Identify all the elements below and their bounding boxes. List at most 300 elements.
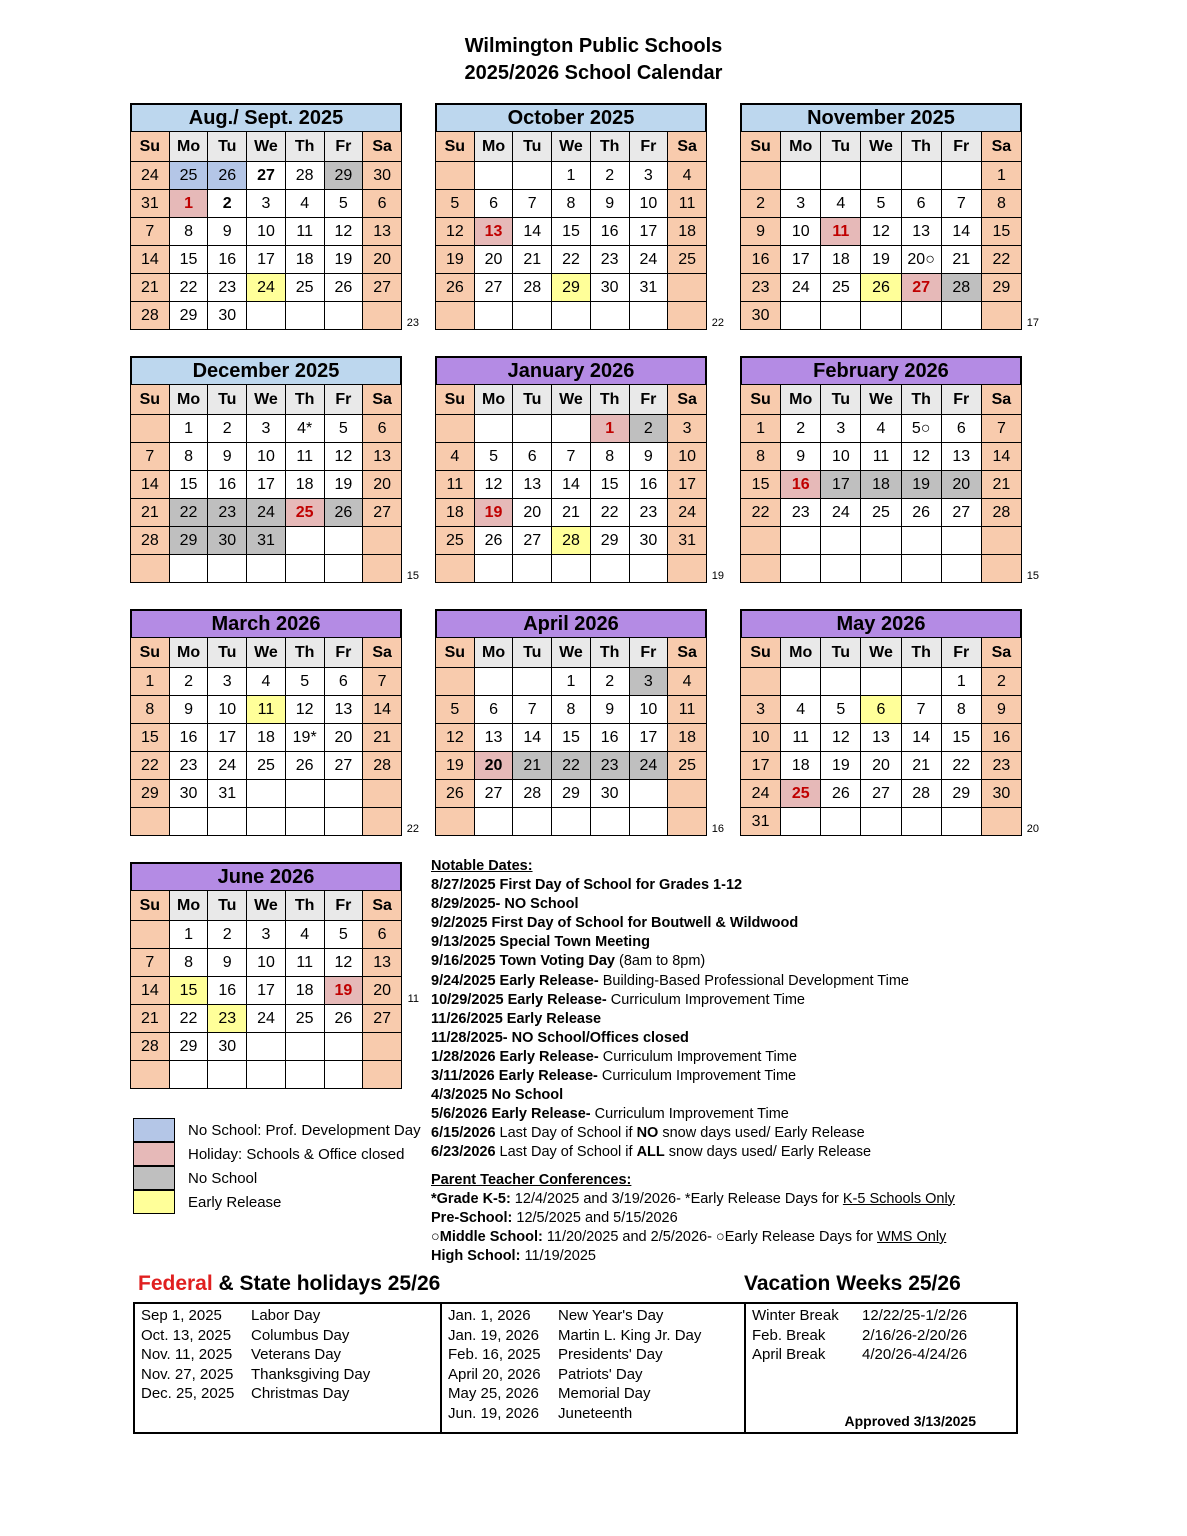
holiday-row-label: April 20, 2026 bbox=[448, 1365, 541, 1383]
day-cell: 4 bbox=[861, 415, 901, 443]
day-cell: 30 bbox=[590, 780, 629, 808]
holiday-row-label: Jan. 19, 2026 bbox=[448, 1326, 539, 1344]
holiday-row-label: Feb. 16, 2025 bbox=[448, 1346, 541, 1363]
day-cell: 3 bbox=[247, 921, 286, 949]
month-october-2025 bbox=[435, 103, 724, 330]
day-cell bbox=[590, 555, 629, 583]
day-cell bbox=[981, 808, 1021, 836]
day-cell bbox=[821, 302, 861, 330]
weekday-header: Su bbox=[131, 132, 170, 162]
vacation-row-label: Feb. Break bbox=[752, 1326, 826, 1344]
legend-swatch bbox=[133, 1166, 175, 1190]
weekday-header: Su bbox=[131, 638, 170, 668]
day-cell: 25 bbox=[247, 752, 286, 780]
month-title: May 2026 bbox=[740, 609, 1022, 639]
notable-date-line bbox=[431, 1124, 1011, 1143]
day-cell: 27 bbox=[247, 162, 286, 190]
day-cell bbox=[436, 668, 475, 696]
holiday-row-value: Columbus Day bbox=[251, 1326, 350, 1344]
text-segment: 12/4/2025 and 3/19/2026- *Early Release Days for bbox=[510, 1190, 843, 1207]
holiday-row-value: Presidents' Day bbox=[558, 1346, 663, 1363]
day-cell: 6 bbox=[363, 415, 402, 443]
day-cell bbox=[590, 808, 629, 836]
day-cell: 22 bbox=[552, 246, 591, 274]
month-january-2026 bbox=[435, 356, 724, 583]
day-cell: 8 bbox=[552, 696, 591, 724]
day-cell: 28 bbox=[131, 302, 170, 330]
month-title: October 2025 bbox=[435, 103, 707, 133]
text-segment: snow days used/ Early Release bbox=[658, 1125, 865, 1142]
notable-dates-heading: Notable Dates: bbox=[431, 858, 533, 874]
day-cell bbox=[821, 668, 861, 696]
holiday-row-value: Thanksgiving Day bbox=[251, 1365, 371, 1383]
day-cell: 2 bbox=[741, 190, 781, 218]
day-cell bbox=[474, 415, 513, 443]
day-cell: 26 bbox=[208, 162, 247, 190]
school-name: Wilmington Public Schools bbox=[464, 35, 723, 57]
day-cell bbox=[285, 1061, 324, 1089]
day-cell: 20 bbox=[324, 724, 363, 752]
day-cell: 6 bbox=[513, 443, 552, 471]
day-cell: 10 bbox=[741, 724, 781, 752]
day-cell: 12 bbox=[861, 218, 901, 246]
day-cell: 9 bbox=[208, 949, 247, 977]
notable-date-line bbox=[431, 1048, 1011, 1067]
weekday-header: Su bbox=[131, 891, 170, 921]
day-cell bbox=[247, 302, 286, 330]
weekday-header: Tu bbox=[513, 385, 552, 415]
holidays-table bbox=[133, 1302, 1018, 1434]
day-cell: 17 bbox=[821, 471, 861, 499]
day-cell bbox=[169, 555, 208, 583]
holiday-row bbox=[141, 1326, 434, 1346]
holiday-row bbox=[448, 1345, 738, 1365]
day-cell: 2 bbox=[590, 162, 629, 190]
day-cell bbox=[285, 808, 324, 836]
school-days-count: 22 bbox=[406, 823, 419, 835]
day-cell bbox=[513, 302, 552, 330]
day-cell bbox=[131, 1061, 170, 1089]
day-cell: 13 bbox=[513, 471, 552, 499]
day-cell: 23 bbox=[981, 752, 1021, 780]
holiday-row-label: Dec. 25, 2025 bbox=[141, 1385, 235, 1402]
text-segment: 6/23/2026 bbox=[431, 1144, 496, 1161]
day-cell: 5 bbox=[861, 190, 901, 218]
day-cell: 23 bbox=[741, 274, 781, 302]
day-cell bbox=[285, 527, 324, 555]
day-cell: 18 bbox=[668, 218, 707, 246]
day-cell: 12 bbox=[324, 949, 363, 977]
day-cell bbox=[247, 1033, 286, 1061]
day-cell: 9 bbox=[590, 696, 629, 724]
month-grid bbox=[130, 384, 402, 583]
weekday-header: We bbox=[861, 132, 901, 162]
text-segment: 9/2/2025 First Day of School for Boutwell & Wildwood bbox=[431, 915, 799, 932]
day-cell bbox=[552, 302, 591, 330]
day-cell bbox=[629, 808, 668, 836]
vacation-row bbox=[752, 1326, 1010, 1346]
day-cell: 13 bbox=[474, 724, 513, 752]
weekday-header: Th bbox=[590, 385, 629, 415]
day-cell bbox=[131, 921, 170, 949]
day-cell: 10 bbox=[629, 190, 668, 218]
day-cell: 12 bbox=[474, 471, 513, 499]
day-cell bbox=[861, 527, 901, 555]
day-cell bbox=[208, 555, 247, 583]
day-cell: 25 bbox=[436, 527, 475, 555]
day-cell bbox=[552, 808, 591, 836]
text-segment: snow days used/ Early Release bbox=[664, 1144, 872, 1161]
day-cell: 12 bbox=[901, 443, 941, 471]
day-cell: 18 bbox=[436, 499, 475, 527]
day-cell: 21 bbox=[981, 471, 1021, 499]
day-cell: 28 bbox=[941, 274, 981, 302]
day-cell: 24 bbox=[247, 274, 286, 302]
day-cell bbox=[247, 555, 286, 583]
day-cell bbox=[861, 668, 901, 696]
text-segment: *Grade K-5: bbox=[431, 1190, 511, 1207]
day-cell: 15 bbox=[741, 471, 781, 499]
weekday-header: We bbox=[552, 385, 591, 415]
weekday-header: Tu bbox=[821, 132, 861, 162]
day-cell: 27 bbox=[363, 499, 402, 527]
text-segment: 9/24/2025 Early Release- bbox=[431, 972, 599, 989]
holiday-row bbox=[141, 1306, 434, 1326]
day-cell: 14 bbox=[131, 246, 170, 274]
month-grid bbox=[435, 384, 707, 583]
day-cell: 17 bbox=[668, 471, 707, 499]
month-title: November 2025 bbox=[740, 103, 1022, 133]
day-cell: 25 bbox=[169, 162, 208, 190]
day-cell: 5 bbox=[324, 921, 363, 949]
day-cell: 21 bbox=[552, 499, 591, 527]
day-cell: 9 bbox=[981, 696, 1021, 724]
day-cell: 29 bbox=[131, 780, 170, 808]
weekday-header: Sa bbox=[668, 132, 707, 162]
day-cell bbox=[552, 415, 591, 443]
day-cell: 21 bbox=[131, 274, 170, 302]
vacation-row-label: April Break bbox=[752, 1346, 826, 1363]
day-cell: 22 bbox=[169, 499, 208, 527]
day-cell bbox=[131, 555, 170, 583]
day-cell: 20○ bbox=[901, 246, 941, 274]
day-cell: 23 bbox=[208, 274, 247, 302]
notable-date-line bbox=[431, 991, 1011, 1010]
text-segment: 9/16/2025 Town Voting Day bbox=[431, 953, 615, 970]
day-cell bbox=[941, 527, 981, 555]
day-cell bbox=[861, 302, 901, 330]
month-april-2026 bbox=[435, 609, 724, 836]
text-segment: (8am to 8pm) bbox=[615, 953, 706, 970]
day-cell: 1 bbox=[981, 162, 1021, 190]
weekday-header: Su bbox=[436, 132, 475, 162]
weekday-header: We bbox=[247, 638, 286, 668]
day-cell: 10 bbox=[247, 949, 286, 977]
conference-line bbox=[431, 1228, 1011, 1247]
day-cell: 17 bbox=[741, 752, 781, 780]
holiday-row bbox=[448, 1326, 738, 1346]
day-cell: 30 bbox=[208, 527, 247, 555]
holiday-row-label: Jun. 19, 2026 bbox=[448, 1404, 539, 1422]
day-cell: 19 bbox=[436, 246, 475, 274]
day-cell bbox=[363, 1033, 402, 1061]
day-cell bbox=[821, 162, 861, 190]
day-cell: 27 bbox=[324, 752, 363, 780]
notable-date-line bbox=[431, 876, 1011, 895]
day-cell: 14 bbox=[941, 218, 981, 246]
day-cell: 18 bbox=[285, 977, 324, 1005]
day-cell: 14 bbox=[901, 724, 941, 752]
day-cell: 4 bbox=[436, 443, 475, 471]
day-cell bbox=[436, 808, 475, 836]
day-cell: 24 bbox=[247, 1005, 286, 1033]
weekday-header: We bbox=[861, 385, 901, 415]
day-cell: 24 bbox=[208, 752, 247, 780]
month-grid bbox=[130, 637, 402, 836]
day-cell: 14 bbox=[131, 471, 170, 499]
day-cell bbox=[741, 555, 781, 583]
day-cell: 5 bbox=[821, 696, 861, 724]
day-cell: 18 bbox=[285, 246, 324, 274]
weekday-header: Tu bbox=[821, 638, 861, 668]
notable-date-line bbox=[431, 972, 1011, 991]
day-cell: 23 bbox=[629, 499, 668, 527]
holiday-row-value: Martin L. King Jr. Day bbox=[558, 1326, 702, 1344]
day-cell: 3 bbox=[821, 415, 861, 443]
month-grid bbox=[130, 131, 402, 330]
day-cell: 26 bbox=[324, 1005, 363, 1033]
day-cell: 1 bbox=[741, 415, 781, 443]
text-segment: NO bbox=[636, 1125, 659, 1142]
day-cell bbox=[247, 780, 286, 808]
vacation-col bbox=[752, 1306, 1010, 1365]
holiday-row-label: Jan. 1, 2026 bbox=[448, 1307, 531, 1324]
day-cell: 17 bbox=[208, 724, 247, 752]
day-cell: 19 bbox=[861, 246, 901, 274]
day-cell bbox=[629, 302, 668, 330]
day-cell bbox=[436, 162, 475, 190]
legend bbox=[133, 1118, 421, 1214]
day-cell: 25 bbox=[285, 499, 324, 527]
day-cell: 12 bbox=[285, 696, 324, 724]
day-cell: 12 bbox=[324, 218, 363, 246]
month-title: December 2025 bbox=[130, 356, 402, 386]
weekday-header: Mo bbox=[474, 132, 513, 162]
weekday-header: Sa bbox=[668, 638, 707, 668]
day-cell: 31 bbox=[629, 274, 668, 302]
holiday-row-value: Christmas Day bbox=[251, 1385, 350, 1402]
day-cell bbox=[285, 302, 324, 330]
weekday-header: Sa bbox=[363, 891, 402, 921]
day-cell: 4 bbox=[781, 696, 821, 724]
day-cell bbox=[513, 668, 552, 696]
day-cell: 3 bbox=[741, 696, 781, 724]
weekday-header: Su bbox=[436, 385, 475, 415]
weekday-header: Fr bbox=[629, 638, 668, 668]
day-cell: 15 bbox=[941, 724, 981, 752]
weekday-header: Th bbox=[590, 638, 629, 668]
day-cell: 5○ bbox=[901, 415, 941, 443]
vacation-row-value: 12/22/25-1/2/26 bbox=[862, 1307, 968, 1324]
notable-date-line bbox=[431, 1105, 1011, 1124]
weekday-header: Su bbox=[436, 638, 475, 668]
conference-line bbox=[431, 1247, 1011, 1266]
day-cell: 7 bbox=[513, 190, 552, 218]
day-cell bbox=[474, 302, 513, 330]
day-cell: 27 bbox=[901, 274, 941, 302]
weekday-header: Mo bbox=[169, 638, 208, 668]
day-cell: 29 bbox=[590, 527, 629, 555]
month-title: April 2026 bbox=[435, 609, 707, 639]
day-cell: 13 bbox=[941, 443, 981, 471]
day-cell bbox=[247, 1061, 286, 1089]
holiday-row-value: Juneteenth bbox=[558, 1404, 633, 1422]
day-cell bbox=[821, 527, 861, 555]
day-cell: 7 bbox=[981, 415, 1021, 443]
weekday-header: Th bbox=[285, 891, 324, 921]
weekday-header: Sa bbox=[363, 385, 402, 415]
weekday-header: Mo bbox=[781, 638, 821, 668]
day-cell: 1 bbox=[131, 668, 170, 696]
legend-item bbox=[133, 1118, 421, 1142]
day-cell: 30 bbox=[363, 162, 402, 190]
text-segment: Curriculum Improvement Time bbox=[606, 991, 805, 1008]
day-cell bbox=[741, 527, 781, 555]
day-cell: 2 bbox=[590, 668, 629, 696]
day-cell bbox=[781, 668, 821, 696]
weekday-header: Tu bbox=[208, 132, 247, 162]
day-cell: 4 bbox=[285, 190, 324, 218]
day-cell: 22 bbox=[552, 752, 591, 780]
day-cell: 29 bbox=[941, 780, 981, 808]
day-cell: 24 bbox=[821, 499, 861, 527]
weekday-header: Tu bbox=[513, 132, 552, 162]
day-cell: 27 bbox=[363, 274, 402, 302]
day-cell bbox=[324, 1061, 363, 1089]
day-cell bbox=[513, 808, 552, 836]
day-cell: 11 bbox=[247, 696, 286, 724]
weekday-header: Mo bbox=[169, 132, 208, 162]
day-cell bbox=[208, 808, 247, 836]
day-cell: 17 bbox=[781, 246, 821, 274]
day-cell: 26 bbox=[821, 780, 861, 808]
day-cell: 14 bbox=[513, 218, 552, 246]
conference-line bbox=[431, 1209, 1011, 1228]
day-cell: 10 bbox=[781, 218, 821, 246]
day-cell: 9 bbox=[208, 443, 247, 471]
day-cell: 8 bbox=[941, 696, 981, 724]
text-segment: High School: bbox=[431, 1247, 521, 1264]
document-title bbox=[0, 33, 1187, 87]
day-cell: 2 bbox=[169, 668, 208, 696]
day-cell: 26 bbox=[436, 780, 475, 808]
notable-date-line bbox=[431, 914, 1011, 933]
day-cell: 26 bbox=[861, 274, 901, 302]
month-december-2025 bbox=[130, 356, 419, 583]
day-cell: 7 bbox=[363, 668, 402, 696]
day-cell: 18 bbox=[668, 724, 707, 752]
day-cell: 4 bbox=[285, 921, 324, 949]
day-cell bbox=[901, 668, 941, 696]
day-cell: 20 bbox=[474, 752, 513, 780]
holiday-row-label: Nov. 11, 2025 bbox=[141, 1346, 233, 1363]
day-cell: 10 bbox=[629, 696, 668, 724]
month-title: June 2026 bbox=[130, 862, 402, 892]
day-cell: 3 bbox=[247, 415, 286, 443]
day-cell bbox=[474, 668, 513, 696]
weekday-header: Fr bbox=[629, 132, 668, 162]
day-cell: 7 bbox=[513, 696, 552, 724]
day-cell bbox=[781, 302, 821, 330]
day-cell: 11 bbox=[436, 471, 475, 499]
day-cell bbox=[668, 808, 707, 836]
day-cell: 6 bbox=[901, 190, 941, 218]
day-cell: 24 bbox=[247, 499, 286, 527]
day-cell: 22 bbox=[169, 1005, 208, 1033]
day-cell: 23 bbox=[208, 1005, 247, 1033]
legend-swatch bbox=[133, 1118, 175, 1142]
day-cell bbox=[668, 274, 707, 302]
day-cell: 23 bbox=[208, 499, 247, 527]
legend-swatch bbox=[133, 1142, 175, 1166]
notable-date-line bbox=[431, 933, 1011, 952]
day-cell: 7 bbox=[131, 949, 170, 977]
day-cell bbox=[781, 555, 821, 583]
day-cell: 15 bbox=[169, 471, 208, 499]
day-cell: 6 bbox=[363, 921, 402, 949]
day-cell: 1 bbox=[552, 162, 591, 190]
month-may-2026 bbox=[740, 609, 1039, 836]
day-cell bbox=[169, 1061, 208, 1089]
text-segment: 1/28/2026 Early Release- bbox=[431, 1048, 599, 1065]
month-grid bbox=[435, 637, 707, 836]
weekday-header: Sa bbox=[981, 638, 1021, 668]
day-cell: 20 bbox=[513, 499, 552, 527]
day-cell: 6 bbox=[941, 415, 981, 443]
weekday-header: Tu bbox=[208, 638, 247, 668]
day-cell bbox=[821, 555, 861, 583]
legend-label: Holiday: Schools & Office closed bbox=[188, 1145, 405, 1163]
day-cell: 28 bbox=[901, 780, 941, 808]
holiday-row-label: Sep 1, 2025 bbox=[141, 1307, 222, 1324]
notable-dates-section bbox=[431, 857, 1011, 1266]
conferences-heading: Parent Teacher Conferences: bbox=[431, 1171, 632, 1188]
day-cell: 2 bbox=[208, 190, 247, 218]
day-cell: 22 bbox=[941, 752, 981, 780]
school-days-count: 15 bbox=[406, 570, 419, 582]
day-cell bbox=[552, 555, 591, 583]
day-cell bbox=[981, 527, 1021, 555]
day-cell: 26 bbox=[436, 274, 475, 302]
day-cell: 27 bbox=[363, 1005, 402, 1033]
day-cell bbox=[285, 1033, 324, 1061]
day-cell: 5 bbox=[324, 190, 363, 218]
day-cell: 1 bbox=[169, 921, 208, 949]
day-cell: 3 bbox=[208, 668, 247, 696]
day-cell: 5 bbox=[474, 443, 513, 471]
day-cell bbox=[941, 808, 981, 836]
holidays-heading bbox=[138, 1272, 440, 1296]
day-cell: 4 bbox=[821, 190, 861, 218]
day-cell: 22 bbox=[131, 752, 170, 780]
holiday-row-value: Labor Day bbox=[251, 1307, 321, 1324]
day-cell bbox=[363, 1061, 402, 1089]
holiday-row-label: May 25, 2026 bbox=[448, 1385, 539, 1402]
day-cell bbox=[901, 555, 941, 583]
day-cell: 8 bbox=[552, 190, 591, 218]
text-segment: & State holidays 25/26 bbox=[212, 1272, 441, 1295]
day-cell: 9 bbox=[629, 443, 668, 471]
